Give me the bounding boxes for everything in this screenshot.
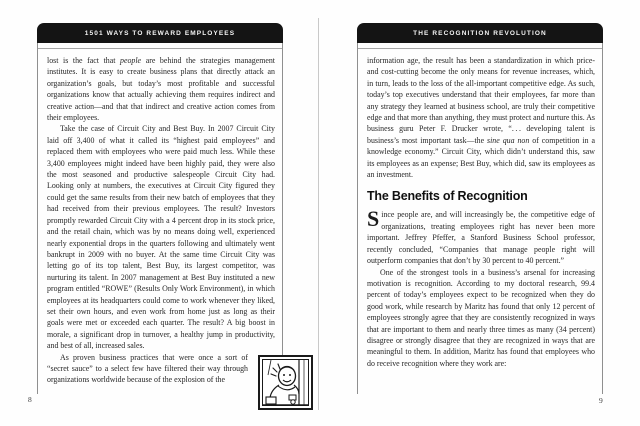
page-gutter-divider [318, 18, 319, 410]
paragraph-text: ince people are, and will increasingly be, the competitive edge of organizations, treating employees right has never been more important. Jeffrey Pfeffer, a Stanford Business School professor, recently concluded, “Companies that manage people right will outperform companies that don’t by 30 percent to 40 percent.” [367, 210, 595, 266]
spot-illustration-cartoon [258, 355, 313, 410]
paragraph-recognition-stats: One of the strongest tools in a business’s arsenal for increasing motivation is recognition. According to my doctoral research, 99.4 percent of today’s employees expect to be recognized when they do good work, while research by Maritz has found that only 12 percent of employees strongly agree that they are consistently recognized in ways that are important to them and nearly three times as many (34 percent) disagree or strongly disagree that they are recognized in ways that are meaningful to them. In addition, Maritz has found that employees who do receive recognition where they work are: [367, 267, 595, 368]
right-page-text [367, 55, 595, 369]
paragraph-text: of competition in a knowledge economy.” Circuit City, which didn’t understand this, saw its employees as an expense; Best Buy, which did, saw its employees as an investment. [367, 135, 596, 180]
page-number: 8 [28, 395, 32, 404]
paragraph-circuit-city: Take the case of Circuit City and Best Buy. In 2007 Circuit City laid off 3,400 of what it called its “highest paid employees” and replaced them with employees who were paid much less. While these 3,400 employees might indeed have been highly paid, they were also the most seasoned and productive salespeople Circuit City had. Looking only at numbers, the executives at Circuit City figured they could get the same results from their new batch of employees that they had received from their previous employees. The result? Investors promptly rewarded Circuit City with a 4 percent drop in its stock price, and the retail chain, which was by no means doing well, experienced nearly exponential drops in the quarters following and ultimately went bankrupt in 2009 with no buyer. At the same time Circuit City was letting go of its top talent, Best Buy, its largest competitor, was nurturing its talent. In 2007 management at Best Buy instituted a new program entitled “ROWE” (Results Only Work Environment), in which employees at its headquarters could come to work whenever they liked, set their own hours, and even work from home just as long as their goals were met or exceeded each quarter. The result? A big boost in morale, a significant drop in turnover, a healthy jump in productivity, and best of all, increased sales. [47, 124, 275, 351]
paragraph-text: lost is the fact that [47, 56, 121, 65]
paragraph-dropcap [367, 206, 595, 266]
running-head-left-title: 1501 WAYS TO REWARD EMPLOYEES [84, 29, 236, 37]
right-page [357, 23, 603, 405]
paragraph-continuation [47, 55, 275, 123]
drop-cap: S [367, 206, 380, 232]
running-head-left [37, 23, 283, 43]
left-page-text [47, 55, 275, 386]
running-head-right [357, 23, 603, 43]
paragraph-continuation [367, 55, 595, 180]
left-page [28, 23, 283, 404]
italic-word: people [120, 56, 142, 65]
right-page-body [357, 43, 603, 394]
head-rule-right [358, 48, 602, 49]
paragraph-secret-sauce: As proven business practices that were once a sort of “secret sauce” to a select few have filtered their way through organizations worldwide because of the explosion of the [47, 352, 248, 385]
running-head-right-title: THE RECOGNITION REVOLUTION [413, 29, 547, 37]
paragraph-text: information age, the result has been a standardization in which price- and cost-cutting become the only means for revenue increases, which, in turn, leads to the loss of the all-important competitive edge. As such, today’s top executives understand that their employees, far more than any strategy they learned at business school, are truly their competitive edge and that more than anything, they must protect and nurture this. As business guru Peter F. Drucker wrote, “. . . developing talent is business’s most important task—the [367, 56, 595, 145]
italic-phrase: sine qua non [487, 135, 530, 145]
section-heading: The Benefits of Recognition [367, 189, 528, 204]
page-number: 9 [599, 396, 603, 405]
paragraph-text: are behind the strategies management institutes. It is easy to create business plans that directly attack an organization’s goals, but today’s most profitable and successful organizations know that actually achieving them requires indirect and creative action—and that that indirect and creative action comes from their employees. [47, 56, 275, 123]
head-rule-left [38, 48, 282, 49]
left-page-body [37, 43, 283, 394]
